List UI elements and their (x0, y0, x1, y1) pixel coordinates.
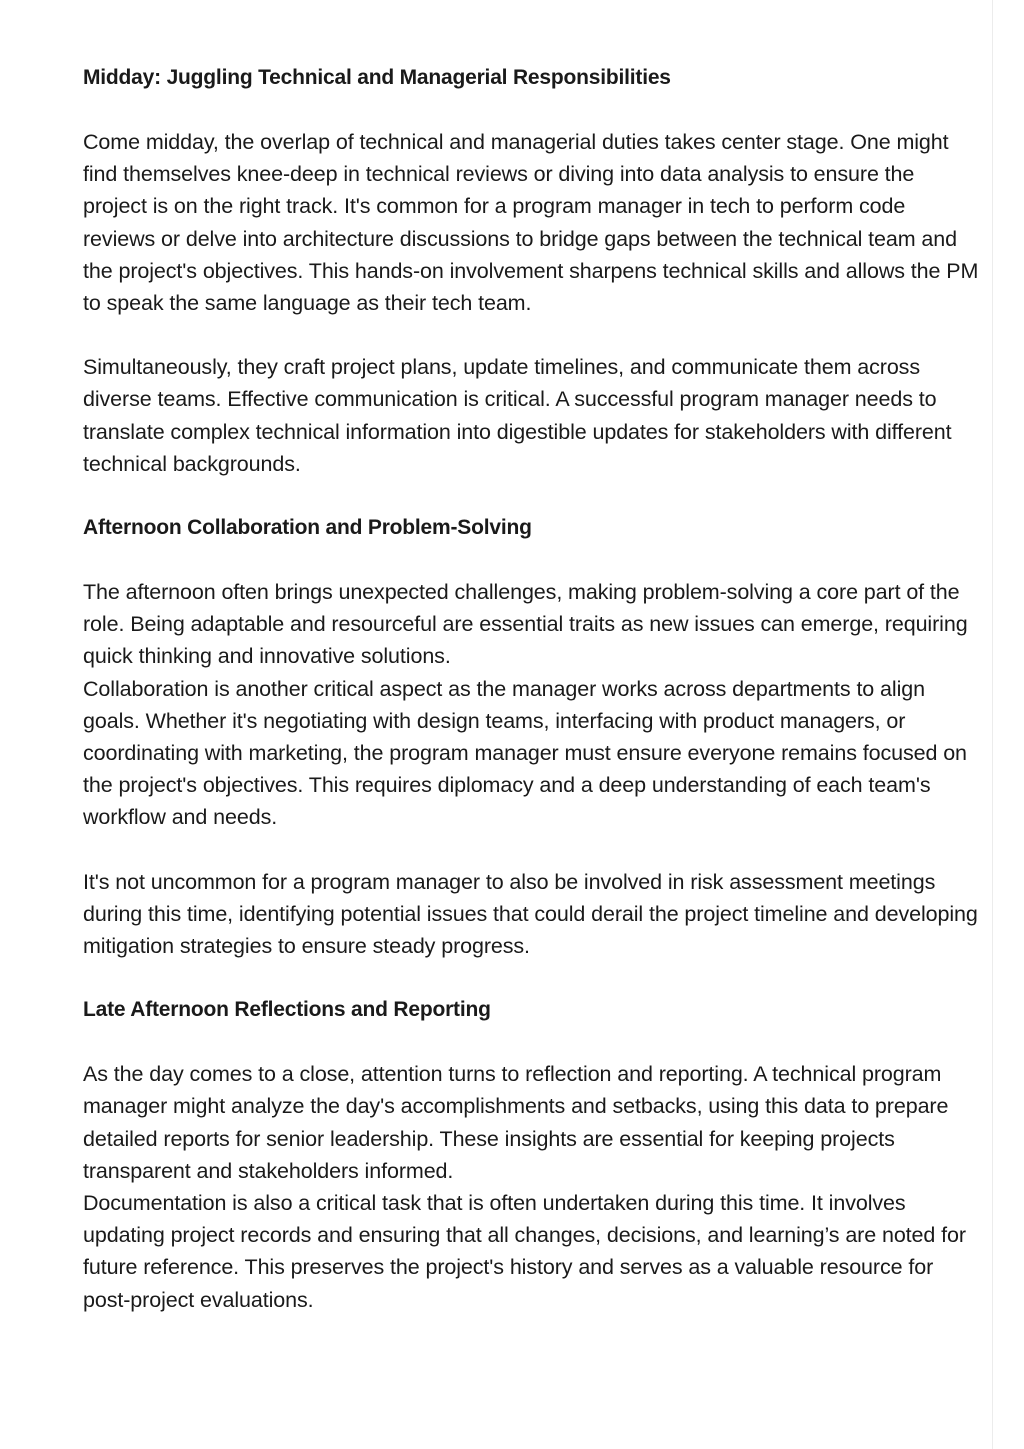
document-content (83, 62, 983, 1348)
paragraph: Documentation is also a critical task that is often undertaken during this time. It involves updating project records and ensuring that all changes, decisions, and learning’s are noted for future reference. This preserves the project's history and serves as a valuable resource for post-project evaluations. (83, 1191, 966, 1312)
paragraph: Come midday, the overlap of technical and managerial duties takes center stage. One might find themselves knee-deep in technical reviews or diving into data analysis to ensure the project is on the right track. It's common for a program manager in tech to perform code reviews or delve into architecture discussions to bridge gaps between the technical team and the project's objectives. This hands-on involvement sharpens technical skills and allows the PM to speak the same language as their tech team. (83, 130, 979, 316)
paragraph: As the day comes to a close, attention turns to reflection and reporting. A technical program manager might analyze the day's accomplishments and setbacks, using this data to prepare detailed reports for senior leadership. These insights are essential for keeping projects transparent and stakeholders informed. (83, 1062, 949, 1183)
paragraph: Collaboration is another critical aspect as the manager works across departments to align goals. Whether it's negotiating with design teams, interfacing with product managers, or coordinating with marketing, the program manager must ensure everyone remains focused on the project's objectives. This requires diplomacy and a deep understanding of each team's workflow and needs. (83, 676, 967, 830)
paragraph: The afternoon often brings unexpected challenges, making problem-solving a core part of the role. Being adaptable and resourceful are essential traits as new issues can emerge, requiring quick thinking and innovative solutions. (83, 580, 968, 669)
section-heading-midday: Midday: Juggling Technical and Managerial Responsibilities (83, 66, 671, 89)
section-heading-afternoon: Afternoon Collaboration and Problem-Solving (83, 516, 532, 540)
paragraph: It's not uncommon for a program manager to also be involved in risk assessment meetings during this time, identifying potential issues that could derail the project timeline and developing mitigation strategies to ensure steady progress. (83, 869, 978, 959)
section-heading-late-afternoon: Late Afternoon Reflections and Reporting (83, 998, 491, 1022)
paragraph: Simultaneously, they craft project plans, update timelines, and communicate them across diverse teams. Effective communication is critical. A successful program manager needs to translate complex technical information into digestible updates for stakeholders with different technical backgrounds. (83, 355, 952, 476)
